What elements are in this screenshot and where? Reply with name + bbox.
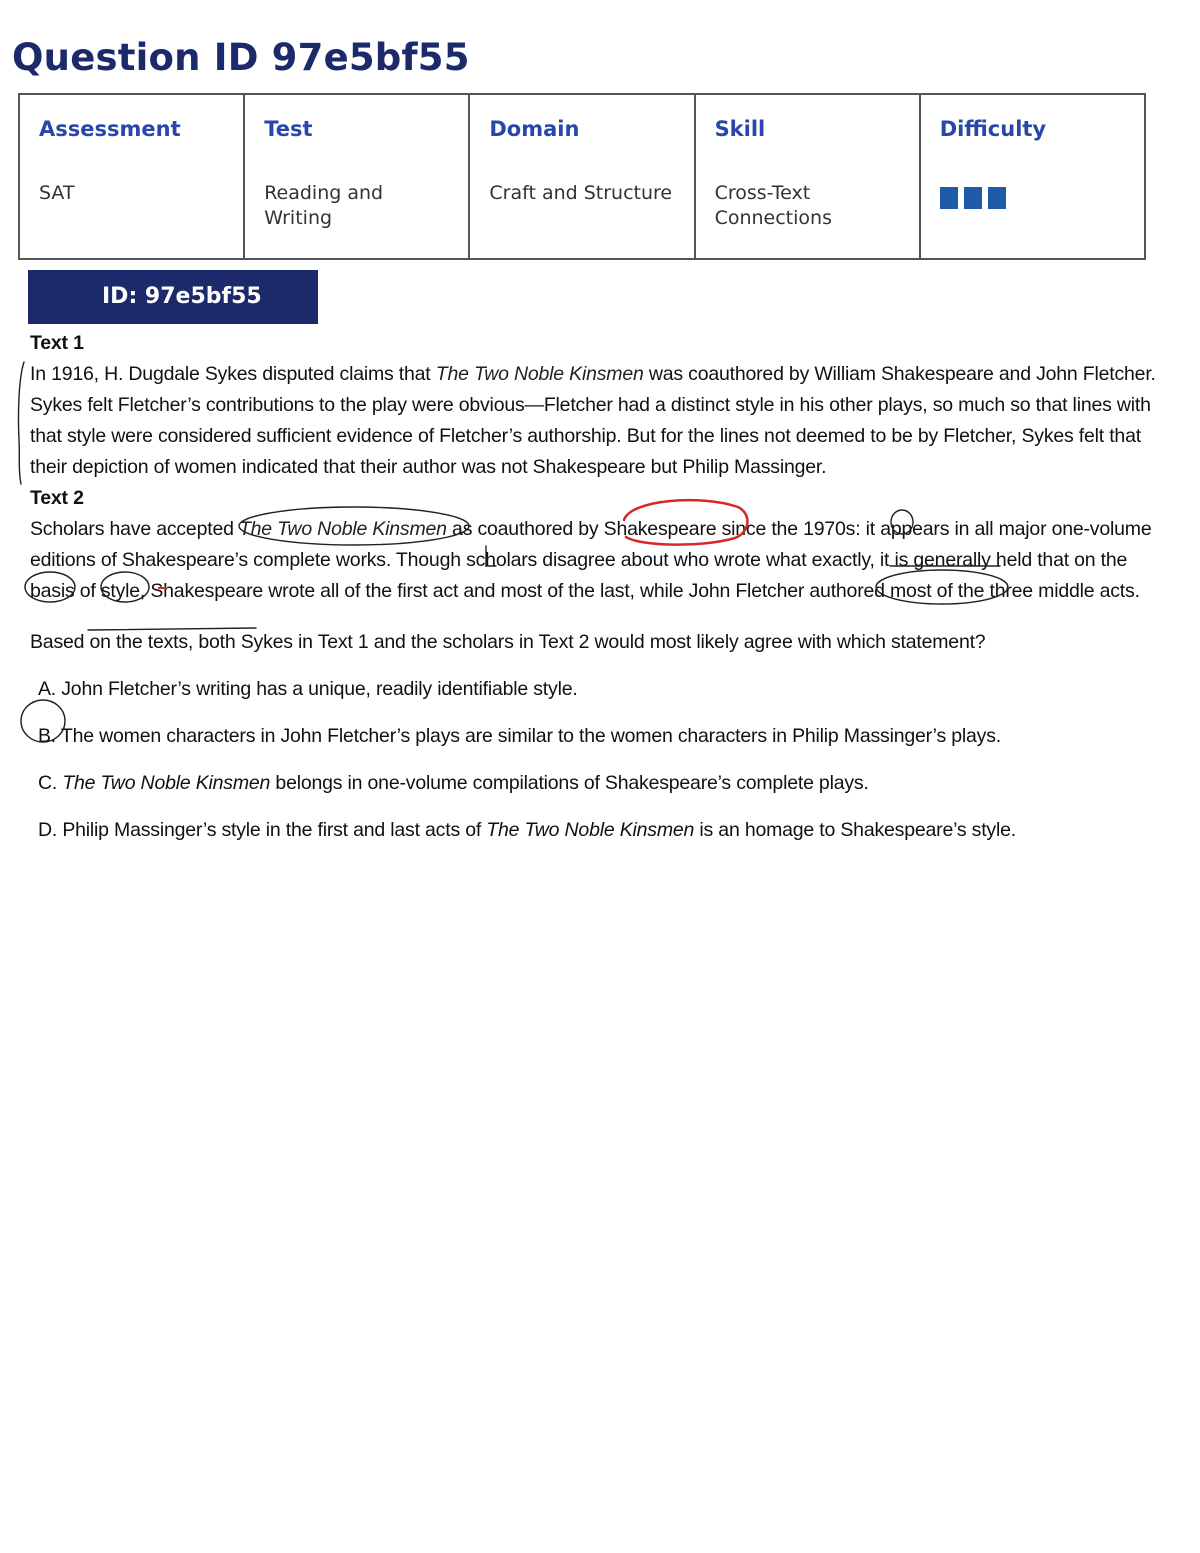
page-title: Question ID 97e5bf55 [12,36,470,79]
text1-passage [30,359,1165,483]
choice-letter: A. [38,678,57,700]
work-title: The Two Noble Kinsmen [62,772,271,794]
meta-cell-test [244,94,469,259]
margin-bracket-mark [19,362,24,484]
work-title: The Two Noble Kinsmen [435,363,644,385]
question-id-bar: ID: 97e5bf55 [28,270,318,324]
text1-part: was coauthored by William Shakespeare and John Fletcher. Sykes felt Fletcher’s contributions to the play were obvious—Fletcher had a distinct style in his other plays, so much so that lines with that style were considered sufficient evidence of Fletcher’s authorship. But for the lines not deemed to be by Fletcher, Sykes felt that their depiction of women indicated that their author was not Shakespeare but Philip Massinger. [30,363,1156,478]
choice-text: John Fletcher’s writing has a unique, readily identifiable style. [61,678,578,700]
meta-value: SAT [39,182,75,204]
answer-choice-b[interactable] [30,721,1165,752]
text1-label: Text 1 [30,332,84,354]
difficulty-square [940,187,958,209]
choice-letter: B. [38,725,57,747]
question-content [30,328,1165,846]
text2-label: Text 2 [30,487,84,509]
choice-letter: C. [38,772,58,794]
answer-choice-c[interactable] [30,768,1165,799]
difficulty-indicator [940,187,1126,209]
meta-value: Craft and Structure [489,182,673,204]
text2-part: as coauthored by Shakespeare since the 1970s: it appears in all major one-volume editions of Shakespeare’s complete works. Though scholars disagree about who wrote what exactly, it is generally held that on the basis of style, Shakespeare wrote all of the first act and most of the last, while John Fletcher authored most of the three middle acts. [30,518,1152,602]
meta-value: Reading and Writing [264,182,384,229]
work-title: The Two Noble Kinsmen [486,819,695,841]
difficulty-square [964,187,982,209]
text1-part: In 1916, H. Dugdale Sykes disputed claims that [30,363,436,385]
choice-text: The women characters in John Fletcher’s plays are similar to the women characters in Philip Massinger’s plays. [60,725,1001,747]
meta-cell-assessment [19,94,244,259]
answer-choice-d[interactable] [30,815,1165,846]
choice-text: belongs in one-volume compilations of Shakespeare’s complete plays. [270,772,869,794]
text2-part: Scholars have accepted [30,518,239,540]
choice-text: Philip Massinger’s style in the first and last acts of [62,819,487,841]
meta-heading: Test [264,117,313,141]
meta-heading: Skill [714,117,766,141]
meta-heading: Assessment [39,117,181,141]
meta-cell-skill [695,94,920,259]
question-stem: Based on the texts, both Sykes in Text 1 and the scholars in Text 2 would most likely agree with which statement? [30,631,986,653]
meta-value: Cross-Text Connections [714,182,832,229]
answer-choice-a[interactable] [30,674,1165,705]
meta-cell-domain [469,94,694,259]
choice-letter: D. [38,819,58,841]
meta-heading: Difficulty [939,117,1047,141]
difficulty-square [988,187,1006,209]
text2-passage [30,514,1165,607]
work-title: The Two Noble Kinsmen [238,518,447,540]
meta-heading: Domain [489,117,580,141]
question-metadata-table [18,93,1146,260]
meta-cell-difficulty [920,94,1145,259]
choice-text: is an homage to Shakespeare’s style. [694,819,1016,841]
